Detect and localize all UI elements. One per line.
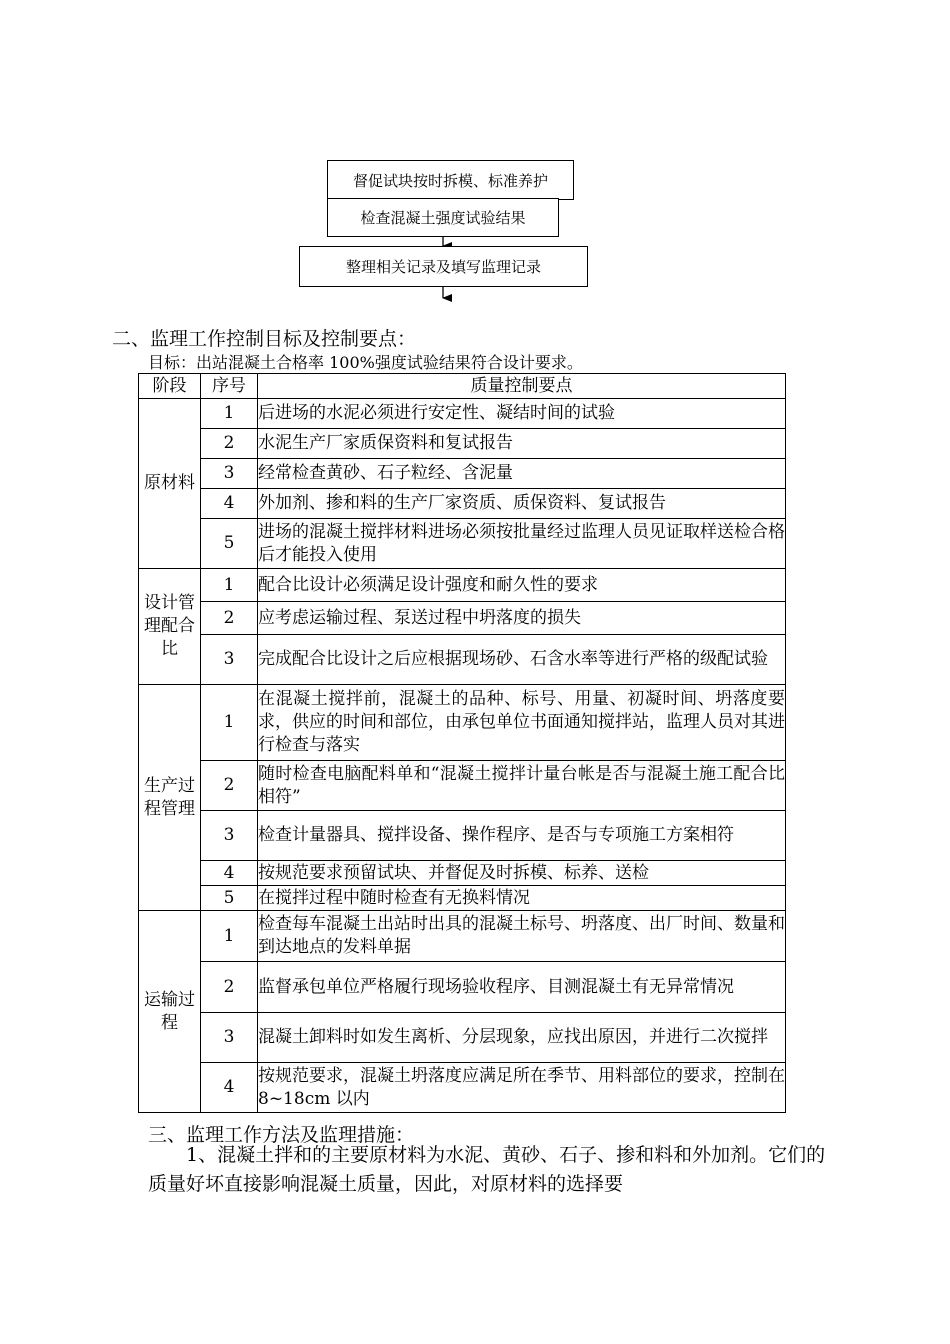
control-point: 进场的混凝土搅拌材料进场必须按批量经过监理人员见证取样送检合格后才能投入使用	[258, 519, 786, 569]
header-stage: 阶段	[139, 374, 201, 399]
row-number: 2	[201, 761, 258, 811]
row-number: 4	[201, 1063, 258, 1113]
row-number: 1	[201, 569, 258, 602]
table-row	[139, 602, 786, 635]
control-point: 外加剂、掺和料的生产厂家资质、质保资料、复试报告	[258, 489, 786, 519]
table-row	[139, 635, 786, 685]
header-control-points: 质量控制要点	[258, 374, 786, 399]
table-row	[139, 962, 786, 1013]
table-row	[139, 1013, 786, 1063]
flow-step-3: 整理相关记录及填写监理记录	[299, 246, 588, 287]
control-point: 在搅拌过程中随时检查有无换料情况	[258, 886, 786, 911]
table-row	[139, 761, 786, 811]
control-point: 在混凝土搅拌前，混凝土的品种、标号、用量、初凝时间、坍落度要求，供应的时间和部位，由承包单位书面通知搅拌站，监理人员对其进行检查与落实	[258, 685, 786, 761]
table-row	[139, 429, 786, 459]
control-point: 后进场的水泥必须进行安定性、凝结时间的试验	[258, 399, 786, 429]
row-number: 3	[201, 1013, 258, 1063]
row-number: 1	[201, 911, 258, 962]
control-point: 监督承包单位严格履行现场验收程序、目测混凝土有无异常情况	[258, 962, 786, 1013]
table-row	[139, 911, 786, 962]
table-row	[139, 399, 786, 429]
row-number: 3	[201, 635, 258, 685]
stage-cell: 原材料	[139, 399, 201, 569]
row-number: 2	[201, 602, 258, 635]
control-point: 混凝土卸料时如发生离析、分层现象，应找出原因，并进行二次搅拌	[258, 1013, 786, 1063]
row-number: 3	[201, 459, 258, 489]
header-number: 序号	[201, 374, 258, 399]
section2-heading: 二、监理工作控制目标及控制要点：	[112, 328, 417, 350]
flow-step-2: 检查混凝土强度试验结果	[327, 198, 559, 237]
table-row	[139, 811, 786, 861]
control-point: 水泥生产厂家质保资料和复试报告	[258, 429, 786, 459]
control-point: 检查每车混凝土出站时出具的混凝土标号、坍落度、出厂时间、数量和到达地点的发料单据	[258, 911, 786, 962]
control-point: 按规范要求，混凝土坍落度应满足所在季节、用料部位的要求，控制在 8~18cm 以内	[258, 1063, 786, 1113]
row-number: 5	[201, 886, 258, 911]
row-number: 3	[201, 811, 258, 861]
control-point: 完成配合比设计之后应根据现场砂、石含水率等进行严格的级配试验	[258, 635, 786, 685]
table-row	[139, 459, 786, 489]
row-number: 4	[201, 861, 258, 886]
stage-cell: 运输过程	[139, 911, 201, 1113]
control-point: 配合比设计必须满足设计强度和耐久性的要求	[258, 569, 786, 602]
flow-step-1: 督促试块按时拆模、标准养护	[327, 160, 574, 200]
control-point: 随时检查电脑配料单和“混凝土搅拌计量台帐是否与混凝土施工配合比相符”	[258, 761, 786, 811]
table-row	[139, 1063, 786, 1113]
control-point: 应考虑运输过程、泵送过程中坍落度的损失	[258, 602, 786, 635]
table-row	[139, 569, 786, 602]
control-point: 经常检查黄砂、石子粒经、含泥量	[258, 459, 786, 489]
table-row	[139, 685, 786, 761]
row-number: 2	[201, 429, 258, 459]
control-point: 检查计量器具、搅拌设备、操作程序、是否与专项施工方案相符	[258, 811, 786, 861]
row-number: 1	[201, 399, 258, 429]
table-header-row	[139, 374, 786, 399]
row-number: 1	[201, 685, 258, 761]
section3-heading: 三、监理工作方法及监理措施：	[148, 1124, 415, 1146]
quality-control-table	[138, 373, 786, 1113]
stage-cell: 生产过程管理	[139, 685, 201, 911]
row-number: 5	[201, 519, 258, 569]
control-point: 按规范要求预留试块、并督促及时拆模、标养、送检	[258, 861, 786, 886]
stage-cell: 设计管理配合比	[139, 569, 201, 685]
section3-paragraph: 1、混凝土拌和的主要原材料为水泥、黄砂、石子、掺和料和外加剂。它们的质量好坏直接影响混凝土质量，因此，对原材料的选择要	[148, 1144, 826, 1195]
table-row	[139, 861, 786, 886]
row-number: 4	[201, 489, 258, 519]
table-row	[139, 886, 786, 911]
row-number: 2	[201, 962, 258, 1013]
section2-goal: 目标：出站混凝土合格率 100%强度试验结果符合设计要求。	[148, 353, 583, 372]
table-row	[139, 519, 786, 569]
table-row	[139, 489, 786, 519]
